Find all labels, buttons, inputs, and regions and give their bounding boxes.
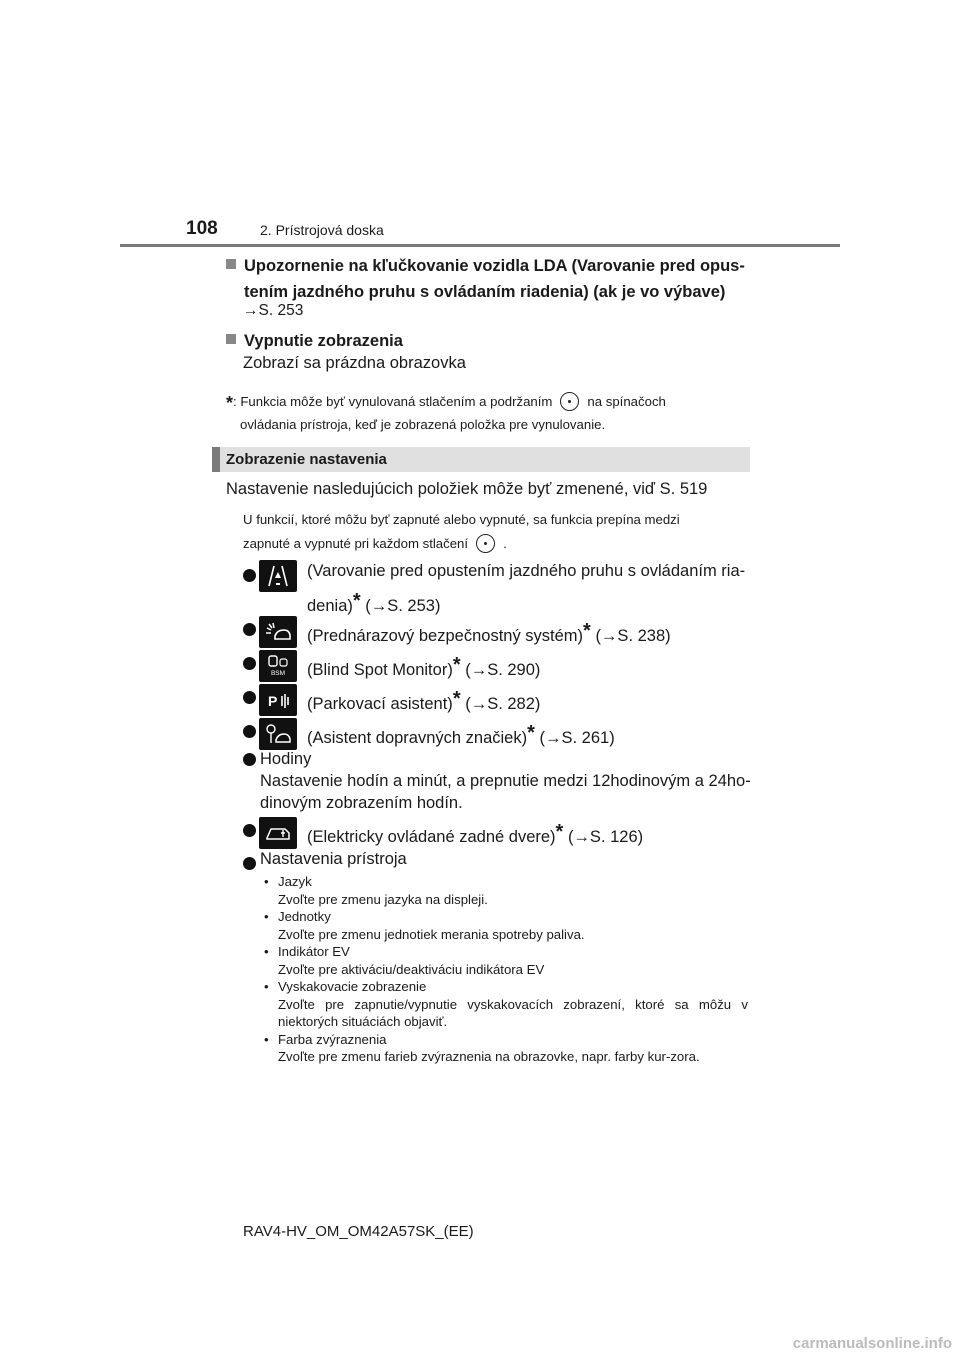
bullet-icon [243, 569, 256, 582]
item-bsm-label: (Blind Spot Monitor) [307, 661, 453, 679]
section-marker-icon [226, 259, 236, 269]
sub-bullet: • [264, 909, 269, 924]
road-sign-assist-icon [259, 718, 297, 750]
page-number: 108 [186, 218, 218, 239]
meter-settings-sublist [262, 873, 748, 1066]
sub-item-desc: Zvoľte pre aktiváciu/deaktiváciu indikátora EV [278, 961, 545, 977]
footnote-text-line2: ovládania prístroja, keď je zobrazená položka pre vynulovanie. [240, 417, 606, 432]
chapter-title: 2. Prístrojová doska [260, 222, 384, 238]
footnote-star: * [226, 393, 234, 413]
item-bsm-text [307, 654, 540, 680]
item-clock-desc-line1: Nastavenie hodín a minút, a prepnutie medzi 12hodinovým a 24ho- [260, 772, 751, 790]
section-lda-heading [226, 253, 756, 305]
pre-collision-icon [259, 616, 297, 648]
sub-item-title: Vyskakovacie zobrazenie [278, 979, 427, 994]
item-lda-ref: (→S. 253) [365, 597, 441, 615]
item-pcs-text [307, 620, 671, 646]
list-item [243, 718, 763, 752]
footnote [226, 390, 748, 436]
settings-intro-note-line1: U funkcií, ktoré môžu byť zapnuté alebo vypnuté, sa funkcia prepína medzi [243, 512, 680, 527]
footnote-star: * [452, 688, 461, 710]
settings-intro: Nastavenie nasledujúcich položiek môže byť zmenené, viď S. 519 [226, 480, 708, 498]
item-parking-text [307, 688, 540, 714]
sub-bullet: • [264, 979, 269, 994]
item-lda-text2-label: denia) [307, 597, 353, 615]
list-item [243, 850, 763, 874]
settings-intro-note-line2: zapnuté a vypnuté pri každom stlačení [243, 536, 469, 551]
bullet-icon [243, 753, 256, 766]
enter-button-icon [560, 392, 579, 411]
bullet-icon [243, 857, 256, 870]
sub-item-title: Indikátor EV [278, 944, 350, 959]
header-divider [120, 244, 840, 247]
section-lda-title-line1: Upozornenie na kľučkovanie vozidla LDA (Varovanie pred opus- [244, 257, 745, 275]
bsm-icon-label: BSM [270, 670, 286, 677]
item-parking-ref: (→S. 282) [465, 695, 541, 713]
enter-button-icon [476, 534, 495, 553]
settings-intro-note [243, 508, 753, 556]
sub-list-item [262, 908, 748, 943]
bullet-icon [243, 691, 256, 704]
list-item [243, 748, 763, 816]
item-pbd-label: (Elektricky ovládané zadné dvere) [307, 828, 556, 846]
footnote-star: * [583, 620, 591, 642]
footnote-star: * [527, 722, 535, 744]
watermark: carmanualsonline.info [792, 1335, 952, 1352]
item-parking-label: (Parkovací asistent) [307, 695, 453, 713]
list-item [243, 616, 763, 650]
section-marker-icon [226, 334, 236, 344]
lane-departure-icon [259, 560, 297, 592]
item-lda-text2 [307, 590, 440, 616]
footnote-star: * [555, 821, 564, 843]
item-lda-text: (Varovanie pred opustením jazdného pruhu s ovládaním ria- [307, 562, 746, 580]
section-lda-ref: →S. 253 [243, 302, 304, 319]
item-bsm-ref: (→S. 290) [465, 661, 541, 679]
list-item [243, 684, 763, 718]
section-lda-title-line2: tením jazdného pruhu s ovládaním riadenia) (ak je vo výbave) [244, 283, 726, 301]
item-pcs-label: (Prednárazový bezpečnostný systém) [307, 627, 584, 645]
bullet-icon [243, 623, 256, 636]
item-rsa-ref: (→S. 261) [539, 729, 615, 747]
bullet-icon [243, 725, 256, 738]
settings-section-title: Zobrazenie nastavenia [226, 451, 387, 468]
section-display-off-desc: Zobrazí sa prázdna obrazovka [243, 354, 466, 372]
parking-assist-icon [259, 684, 297, 716]
section-display-off-heading [226, 328, 756, 354]
sub-item-title: Jednotky [278, 909, 331, 924]
item-meter-settings-label: Nastavenia prístroja [260, 850, 407, 868]
list-item [243, 560, 763, 620]
list-item [243, 817, 763, 851]
sub-bullet: • [264, 944, 269, 959]
sub-bullet: • [264, 874, 269, 889]
sub-item-title: Jazyk [278, 874, 312, 889]
sub-list-item [262, 978, 748, 1031]
footnote-star: * [452, 654, 461, 676]
sub-list-item [262, 873, 748, 908]
settings-section-header [212, 447, 750, 472]
list-item [243, 650, 763, 684]
item-clock-desc-line2: dinovým zobrazením hodín. [260, 794, 463, 812]
sub-bullet: • [264, 1031, 269, 1047]
item-rsa-label: (Asistent dopravných značiek) [307, 729, 528, 747]
settings-intro-note-end: . [503, 536, 507, 551]
item-pcs-ref: (→S. 238) [595, 627, 671, 645]
parking-icon-label: P [268, 693, 278, 709]
footnote-star: * [352, 590, 361, 612]
item-clock-label: Hodiny [260, 750, 312, 768]
sub-list-item [262, 1031, 748, 1066]
item-rsa-text [307, 722, 615, 748]
section-display-off-title: Vypnutie zobrazenia [244, 332, 403, 350]
sub-item-desc: Zvoľte pre zmenu farieb zvýraznenia na obrazovke, napr. farby kur-zora. [278, 1049, 700, 1064]
footnote-text-part2: na spínačoch [587, 394, 666, 409]
document-code: RAV4-HV_OM_OM42A57SK_(EE) [243, 1223, 474, 1240]
bsm-icon [259, 650, 297, 682]
sub-item-title: Farba zvýraznenia [278, 1031, 387, 1047]
sub-item-desc: Zvoľte pre zmenu jazyka na displeji. [278, 891, 488, 907]
item-pbd-text [307, 821, 643, 847]
footnote-text-part1: : Funkcia môže byť vynulovaná stlačením a podržaním [233, 394, 553, 409]
sub-list-item [262, 943, 748, 978]
power-back-door-icon [259, 817, 297, 849]
sub-item-desc: Zvoľte pre zmenu jednotiek merania spotreby paliva. [278, 926, 585, 942]
sub-item-desc: Zvoľte pre zapnutie/vypnutie vyskakovacích zobrazení, ktoré sa môžu v niektorých situáciách objaviť. [278, 996, 748, 1029]
bullet-icon [243, 824, 256, 837]
bullet-icon [243, 657, 256, 670]
item-pbd-ref: (→S. 126) [567, 828, 644, 846]
